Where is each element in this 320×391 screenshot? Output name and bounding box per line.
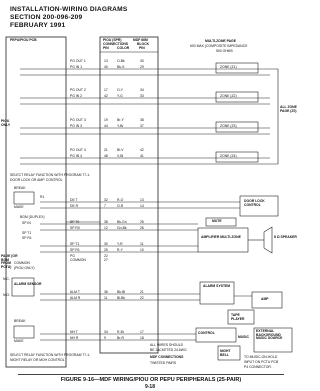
mdf-row-pin2: 10 <box>140 248 144 252</box>
zone-z3: ZONE (Z3) <box>220 124 237 128</box>
figure-caption: FIGURE 9-16—MDF WIRING/PIOU OR PEPU PERIPHERALS (25-PAIR) <box>18 374 284 383</box>
zone-z2: ZONE (Z2) <box>220 94 237 98</box>
moh-note-3: P4 CONNECTOR. <box>244 365 272 369</box>
mdf-row-signal: PG OUT 4 <box>70 148 86 152</box>
mdf-row-pin: 36 <box>104 290 108 294</box>
relay-note-1: SELECT RELAY FUNCTION WITH PROGRAM 77-1. <box>10 173 91 177</box>
mdf-row-color: Bl-Bk <box>117 296 126 300</box>
mdf-row-signal: COMMON <box>70 258 86 262</box>
mdf-row-color: O-Bk <box>117 59 125 63</box>
mdf-row-pin: 9 <box>104 336 106 340</box>
mdf-row-pin: 40 <box>104 65 108 69</box>
tape-player-label: TAPE PLAYER <box>231 313 245 321</box>
night-bell-label: NIGHT BELL <box>220 349 231 357</box>
mdf-row-pin2: 17 <box>140 330 144 334</box>
speaker-label: 8 Ω SPEAKER <box>274 235 297 239</box>
mdf-row-pin2: 41 <box>140 154 144 158</box>
mdf-row-signal: SP T1 <box>70 242 80 246</box>
zone-z4: ZONE (Z4) <box>220 154 237 158</box>
mdf-col-pin: PIN <box>103 46 109 50</box>
piou-only-note: (PIOU ONLY) <box>14 266 35 270</box>
mdf-row-color: Y-R <box>117 242 123 246</box>
mdf-row-color: O-Y <box>117 88 124 92</box>
mdf-row-color: R-Br <box>117 330 124 334</box>
make-label-2: MAKE <box>14 339 24 343</box>
bgm-source-label: EXTERNAL BACKGROUND MUSIC SOURCE <box>256 329 283 341</box>
break-label-2: BREAK <box>14 319 26 323</box>
mdf-row-pin: 32 <box>104 198 108 202</box>
control-label: CONTROL <box>198 331 215 335</box>
mdf-row-color: R-Y <box>117 248 123 252</box>
mdf-row-signal: PG OUT 3 <box>70 118 86 122</box>
mdf-row-pin: 27 <box>104 258 108 262</box>
mdf-header-1: PIOU (SPR) <box>103 38 122 42</box>
mdf-row-color: Y-Br <box>117 124 124 128</box>
mdf-row-color: Br-R <box>117 336 124 340</box>
mdf-row-color: Bk-Gn <box>117 220 127 224</box>
mdf-row-signal: ALM T <box>70 290 80 294</box>
zone-sub-1: 600 MAX (COMPOSITE IMPEDANCE <box>190 44 248 48</box>
mdf-row-pin: 19 <box>104 118 108 122</box>
mdf-col-pin2: PIN <box>139 46 145 50</box>
mdf-row-color: Bk-Bl <box>117 290 126 294</box>
mdf-row-pin: 42 <box>104 94 108 98</box>
mdf-row-color: Bk-S <box>117 65 125 69</box>
doc-header-line3: FEBRUARY 1991 <box>10 22 66 29</box>
common-label: COMMON <box>14 261 30 265</box>
mdf-row-pin: 48 <box>104 154 108 158</box>
mdf-row-signal: DE T <box>70 198 78 202</box>
mdf-row-pin2: 14 <box>140 204 144 208</box>
wire-note-2: BE JACKETED 24 AWG <box>150 348 187 352</box>
alarm-sensor-label: ALARM SENSOR <box>14 282 42 286</box>
piou-only-label: PIOU ONLY <box>1 119 11 127</box>
mdf-row-pin: 44 <box>104 124 108 128</box>
mdf-row-pin2: 29 <box>140 65 144 69</box>
make-label: MAKE <box>14 205 24 209</box>
mdf-row-pin2: 37 <box>140 124 144 128</box>
sp-r1-label: SP R1 <box>22 236 32 240</box>
mdf-row-signal: SP R1 <box>70 248 80 252</box>
mdf-row-signal: PG <box>70 254 75 258</box>
wire-note-3: TWISTED PAIRS <box>150 361 177 365</box>
mdf-row-color: Gn-Bk <box>117 226 127 230</box>
mdf-row-pin: 17 <box>104 88 108 92</box>
mdf-row-pin2: 22 <box>140 296 144 300</box>
mdf-row-pin2: 13 <box>140 198 144 202</box>
mdf-row-pin: 12 <box>104 226 108 230</box>
mdf-row-pin2: 34 <box>140 88 144 92</box>
mdf-row-pin: 38 <box>104 220 108 224</box>
mdf-row-pin: 30 <box>104 242 108 246</box>
mdf-row-pin2: 26 <box>140 226 144 230</box>
moh-note-2: INPUT ON PCTU PCB <box>244 360 279 364</box>
zone-sub-2: 500 OHMS <box>216 49 233 53</box>
mdf-row-signal: PG OUT 2 <box>70 88 86 92</box>
night-relay-note: NIGHT RELAY OR MOH CONTROL <box>10 358 65 362</box>
mdf-row-color: Bl-V <box>117 148 124 152</box>
mdf-header-2: CONNECTIONS <box>103 42 129 46</box>
mdf-row-signal: NH R <box>70 336 79 340</box>
mdf-row-signal: PG IN 3 <box>70 124 83 128</box>
mdf-row-signal: NH T <box>70 330 78 334</box>
mdf-row-signal: PG IN 2 <box>70 94 83 98</box>
zone-z1: ZONE (Z1) <box>220 65 237 69</box>
music-label: MUSIC <box>238 335 249 339</box>
mdf-row-pin: 13 <box>104 59 108 63</box>
mdf-row-signal: SP T0 <box>70 220 80 224</box>
mdf-row-color: Br-Y <box>117 118 124 122</box>
amp-label: AMP <box>261 297 269 301</box>
mdf-header-3: MDF 66M <box>133 38 148 42</box>
mdf-row-color: R-O <box>117 198 124 202</box>
moh-note-1: TO MUSIC-ON-HOLD <box>244 355 278 359</box>
nc-label: N.C. <box>3 277 10 281</box>
mdf-row-pin2: 42 <box>140 148 144 152</box>
relay-note-2: SELECT RELAY FUNCTION WITH PROGRAM 77-1. <box>10 353 91 357</box>
mdf-row-pin: 21 <box>104 148 108 152</box>
alarm-system-label: ALARM SYSTEM <box>203 284 231 288</box>
mdf-row-pin2: 33 <box>140 94 144 98</box>
mdf-row-color: O-R <box>117 204 124 208</box>
bgm-duplex-label: BGM (DUPLEX) <box>20 215 45 219</box>
mdf-row-color: Y-G <box>117 94 123 98</box>
mdf-row-pin: 11 <box>104 296 108 300</box>
mdf-row-pin2: 30 <box>140 59 144 63</box>
mute-label: MUTE <box>212 219 222 223</box>
mdf-row-pin: 25 <box>104 248 108 252</box>
no-label: N.O. <box>3 293 10 297</box>
page-source-label: PAGE (OR BGM FROM PCTU) <box>1 254 18 269</box>
mdf-row-signal: PG IN 4 <box>70 154 83 158</box>
mdf-row-pin2: 11 <box>140 242 144 246</box>
sp-in-label: SP IN <box>22 221 31 225</box>
door-lock-control: DOOR LOCK CONTROL <box>244 199 265 207</box>
pcb-title: PEPU/PIOU PCB <box>10 38 37 42</box>
door-note: DOOR LOCK OR AMP. CONTROL <box>10 178 63 182</box>
mdf-row-signal: PG OUT 1 <box>70 59 86 63</box>
mdf-row-pin2: 21 <box>140 290 144 294</box>
mdf-row-pin2: 38 <box>140 118 144 122</box>
mdf-row-pin2: 18 <box>140 336 144 340</box>
r1-label: R1 <box>40 195 45 199</box>
mdf-col-color: COLOR <box>117 46 130 50</box>
mdf-row-signal: SP R0 <box>70 226 80 230</box>
sp-t1-label: SP T1 <box>22 231 32 235</box>
mdf-row-signal: PG IN 1 <box>70 65 83 69</box>
mdf-row-pin2: 25 <box>140 220 144 224</box>
mdf-row-color: V-Bl <box>117 154 124 158</box>
amplifier-label: AMPLIFIER MULTI-ZONE <box>201 235 241 239</box>
all-zone-label: ALL ZONE PAGE (Z0) <box>280 105 297 113</box>
mdf-row-pin: 7 <box>104 204 106 208</box>
break-label: BREAK <box>14 186 26 190</box>
mdf-row-pin: 34 <box>104 330 108 334</box>
page-number: 9-18 <box>144 384 155 390</box>
wire-note-1: ALL WIRES SHOULD <box>150 343 184 347</box>
doc-header-line1: INSTALLATION-WIRING DIAGRAMS <box>10 6 128 13</box>
mdf-header-4: BLOCK <box>137 42 150 46</box>
mdf-row-pin: 22 <box>104 254 108 258</box>
doc-header-line2: SECTION 200-096-209 <box>10 14 83 21</box>
zone-title: MULTI-ZONE PAGE <box>205 39 236 43</box>
mdf-footer: MDF CONNECTIONS <box>150 355 184 359</box>
mdf-row-signal: ALM R <box>70 296 81 300</box>
mdf-row-signal: DE R <box>70 204 79 208</box>
